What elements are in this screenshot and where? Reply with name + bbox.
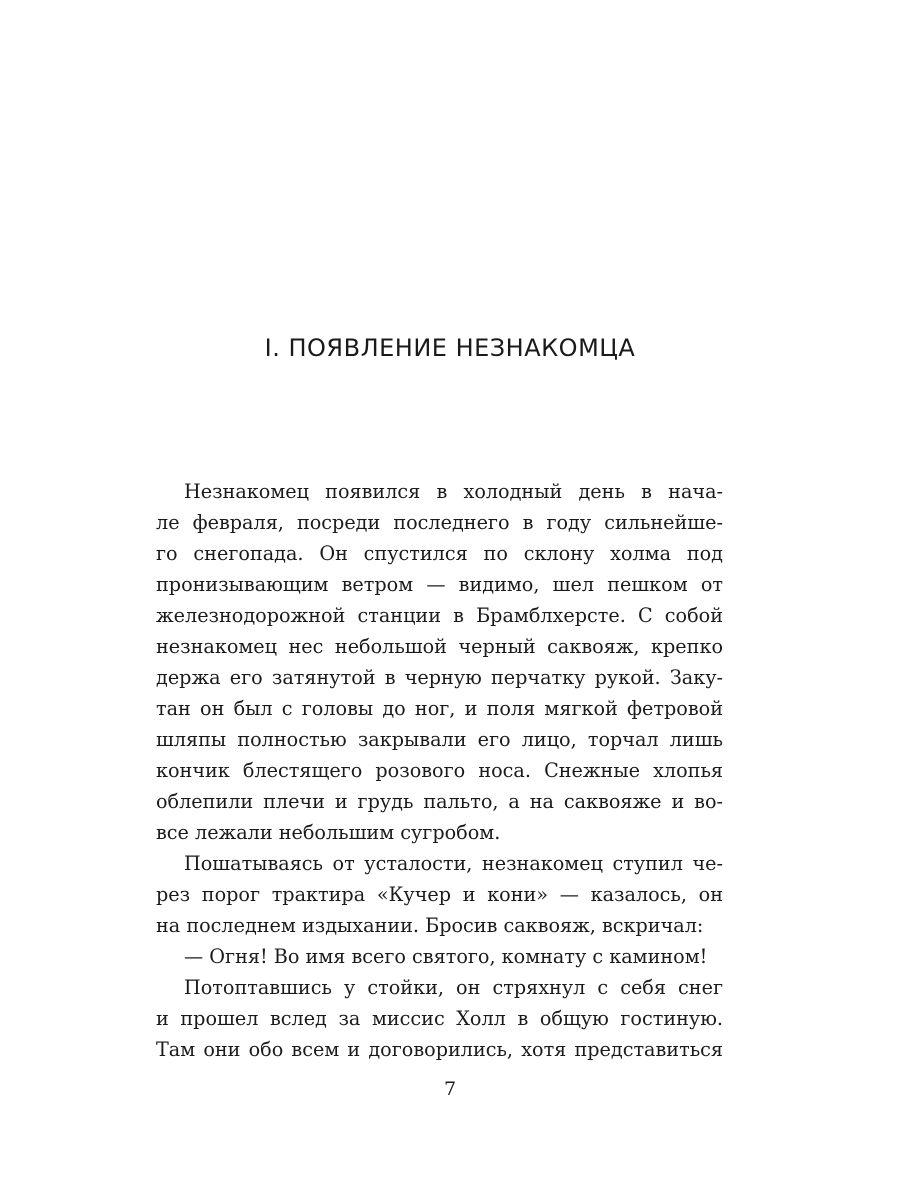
text-line: шляпы полностью закрывали его лицо, торчал лишь xyxy=(156,728,723,751)
text-line: го снегопада. Он спустился по склону холма под xyxy=(156,542,723,565)
text-line: железнодорожной станции в Брамблхерсте. С собой xyxy=(156,604,723,627)
text-line: незнакомец нес небольшой черный саквояж, крепко xyxy=(156,635,723,658)
text-line: кончик блестящего розового носа. Снежные хлопья xyxy=(156,759,723,782)
text-line: Незнакомец появился в холодный день в нача- xyxy=(184,480,723,503)
text-line: ле февраля, посреди последнего в году сильнейше- xyxy=(156,511,723,534)
page-number: 7 xyxy=(443,1078,457,1100)
text-line: и прошел вслед за миссис Холл в общую гостиную. xyxy=(156,1007,723,1030)
text-line: тан он был с головы до ног, и поля мягкой фетровой xyxy=(156,697,723,720)
text-line: пронизывающим ветром — видимо, шел пешком от xyxy=(156,573,723,596)
text-line: на последнем издыхании. Бросив саквояж, вскричал: xyxy=(156,914,704,937)
text-line: — Огня! Во имя всего святого, комнату с камином! xyxy=(184,945,708,968)
text-line: Там они обо всем и договорились, хотя представиться xyxy=(156,1038,723,1061)
text-line: рез порог трактира «Кучер и кони» — казалось, он xyxy=(156,883,723,906)
text-line: Пошатываясь от усталости, незнакомец ступил че- xyxy=(184,852,723,875)
text-line: облепили плечи и грудь пальто, а на саквояже и во- xyxy=(156,790,723,813)
chapter-title: I. ПОЯВЛЕНИЕ НЕЗНАКОМЦА xyxy=(264,334,636,362)
body-text xyxy=(156,476,723,1065)
text-line: держа его затянутой в черную перчатку рукой. Заку- xyxy=(156,666,723,689)
text-line: Потоптавшись у стойки, он стряхнул с себя снег xyxy=(184,976,723,999)
text-line: все лежали небольшим сугробом. xyxy=(156,821,501,844)
